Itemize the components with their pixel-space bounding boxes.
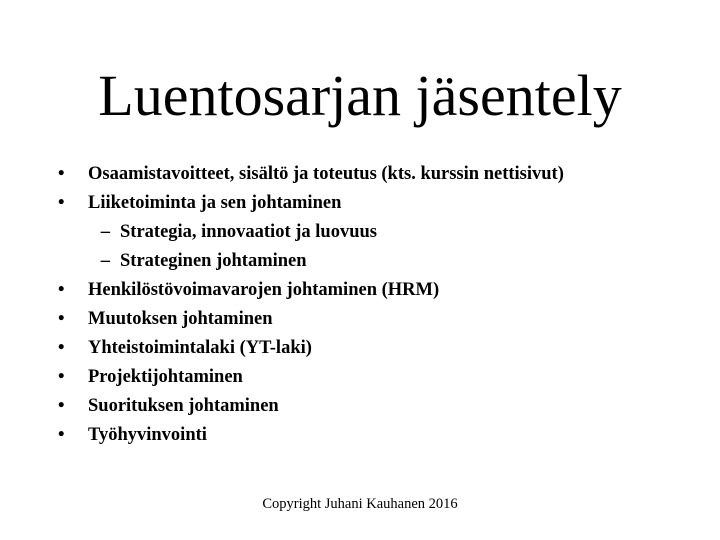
list-item: [56, 363, 564, 392]
list-item-text: Strateginen johtaminen: [120, 251, 307, 271]
list-item-text: Yhteistoimintalaki (YT-laki): [88, 338, 312, 358]
list-item-text: Muutoksen johtaminen: [88, 309, 273, 329]
sub-list-item: [56, 247, 564, 276]
bullet-marker: •: [58, 193, 65, 213]
list-item-text: Työhyvinvointi: [88, 425, 207, 445]
sub-list-item: [56, 218, 564, 247]
list-item-text: Strategia, innovaatiot ja luovuus: [120, 222, 377, 242]
list-item: [56, 334, 564, 363]
list-item-text: Liiketoiminta ja sen johtaminen: [88, 193, 342, 213]
list-item-text: Suorituksen johtaminen: [88, 396, 279, 416]
dash-marker: –: [100, 251, 110, 271]
copyright-footer: Copyright Juhani Kauhanen 2016: [262, 496, 458, 512]
slide-title: Luentosarjan jäsentely: [98, 63, 622, 128]
list-item-text: Osaamistavoitteet, sisältö ja toteutus (kts. kurssin nettisivut): [88, 164, 564, 184]
bullet-marker: •: [58, 280, 65, 300]
bullet-marker: •: [58, 164, 65, 184]
list-item: [56, 421, 564, 450]
list-item-text: Projektijohtaminen: [88, 367, 243, 387]
list-item: [56, 392, 564, 421]
bullet-marker: •: [58, 309, 65, 329]
list-item: [56, 189, 564, 218]
bullet-list: [56, 160, 564, 450]
list-item: [56, 160, 564, 189]
dash-marker: –: [100, 222, 110, 242]
bullet-marker: •: [58, 367, 65, 387]
list-item: [56, 276, 564, 305]
list-item-text: Henkilöstövoimavarojen johtaminen (HRM): [88, 280, 440, 300]
bullet-marker: •: [58, 396, 65, 416]
list-item: [56, 305, 564, 334]
bullet-marker: •: [58, 338, 65, 358]
bullet-marker: •: [58, 425, 65, 445]
